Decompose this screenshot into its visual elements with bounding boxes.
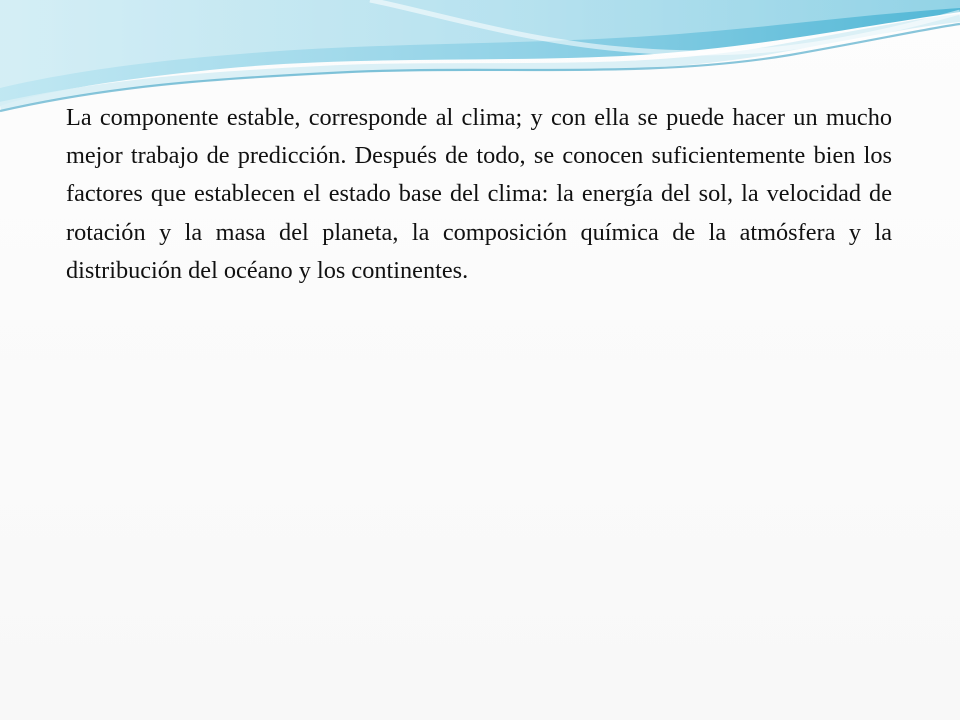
body-paragraph: La componente estable, corresponde al clima; y con ella se puede hacer un mucho mejor trabajo de predicción. Después de todo, se conocen suficientemente bien los factores que establecen el estado base del clima: la energía del sol, la velocidad de rotación y la masa del planeta, la composición química de la atmósfera y la distribución del océano y los continentes. (66, 104, 892, 284)
